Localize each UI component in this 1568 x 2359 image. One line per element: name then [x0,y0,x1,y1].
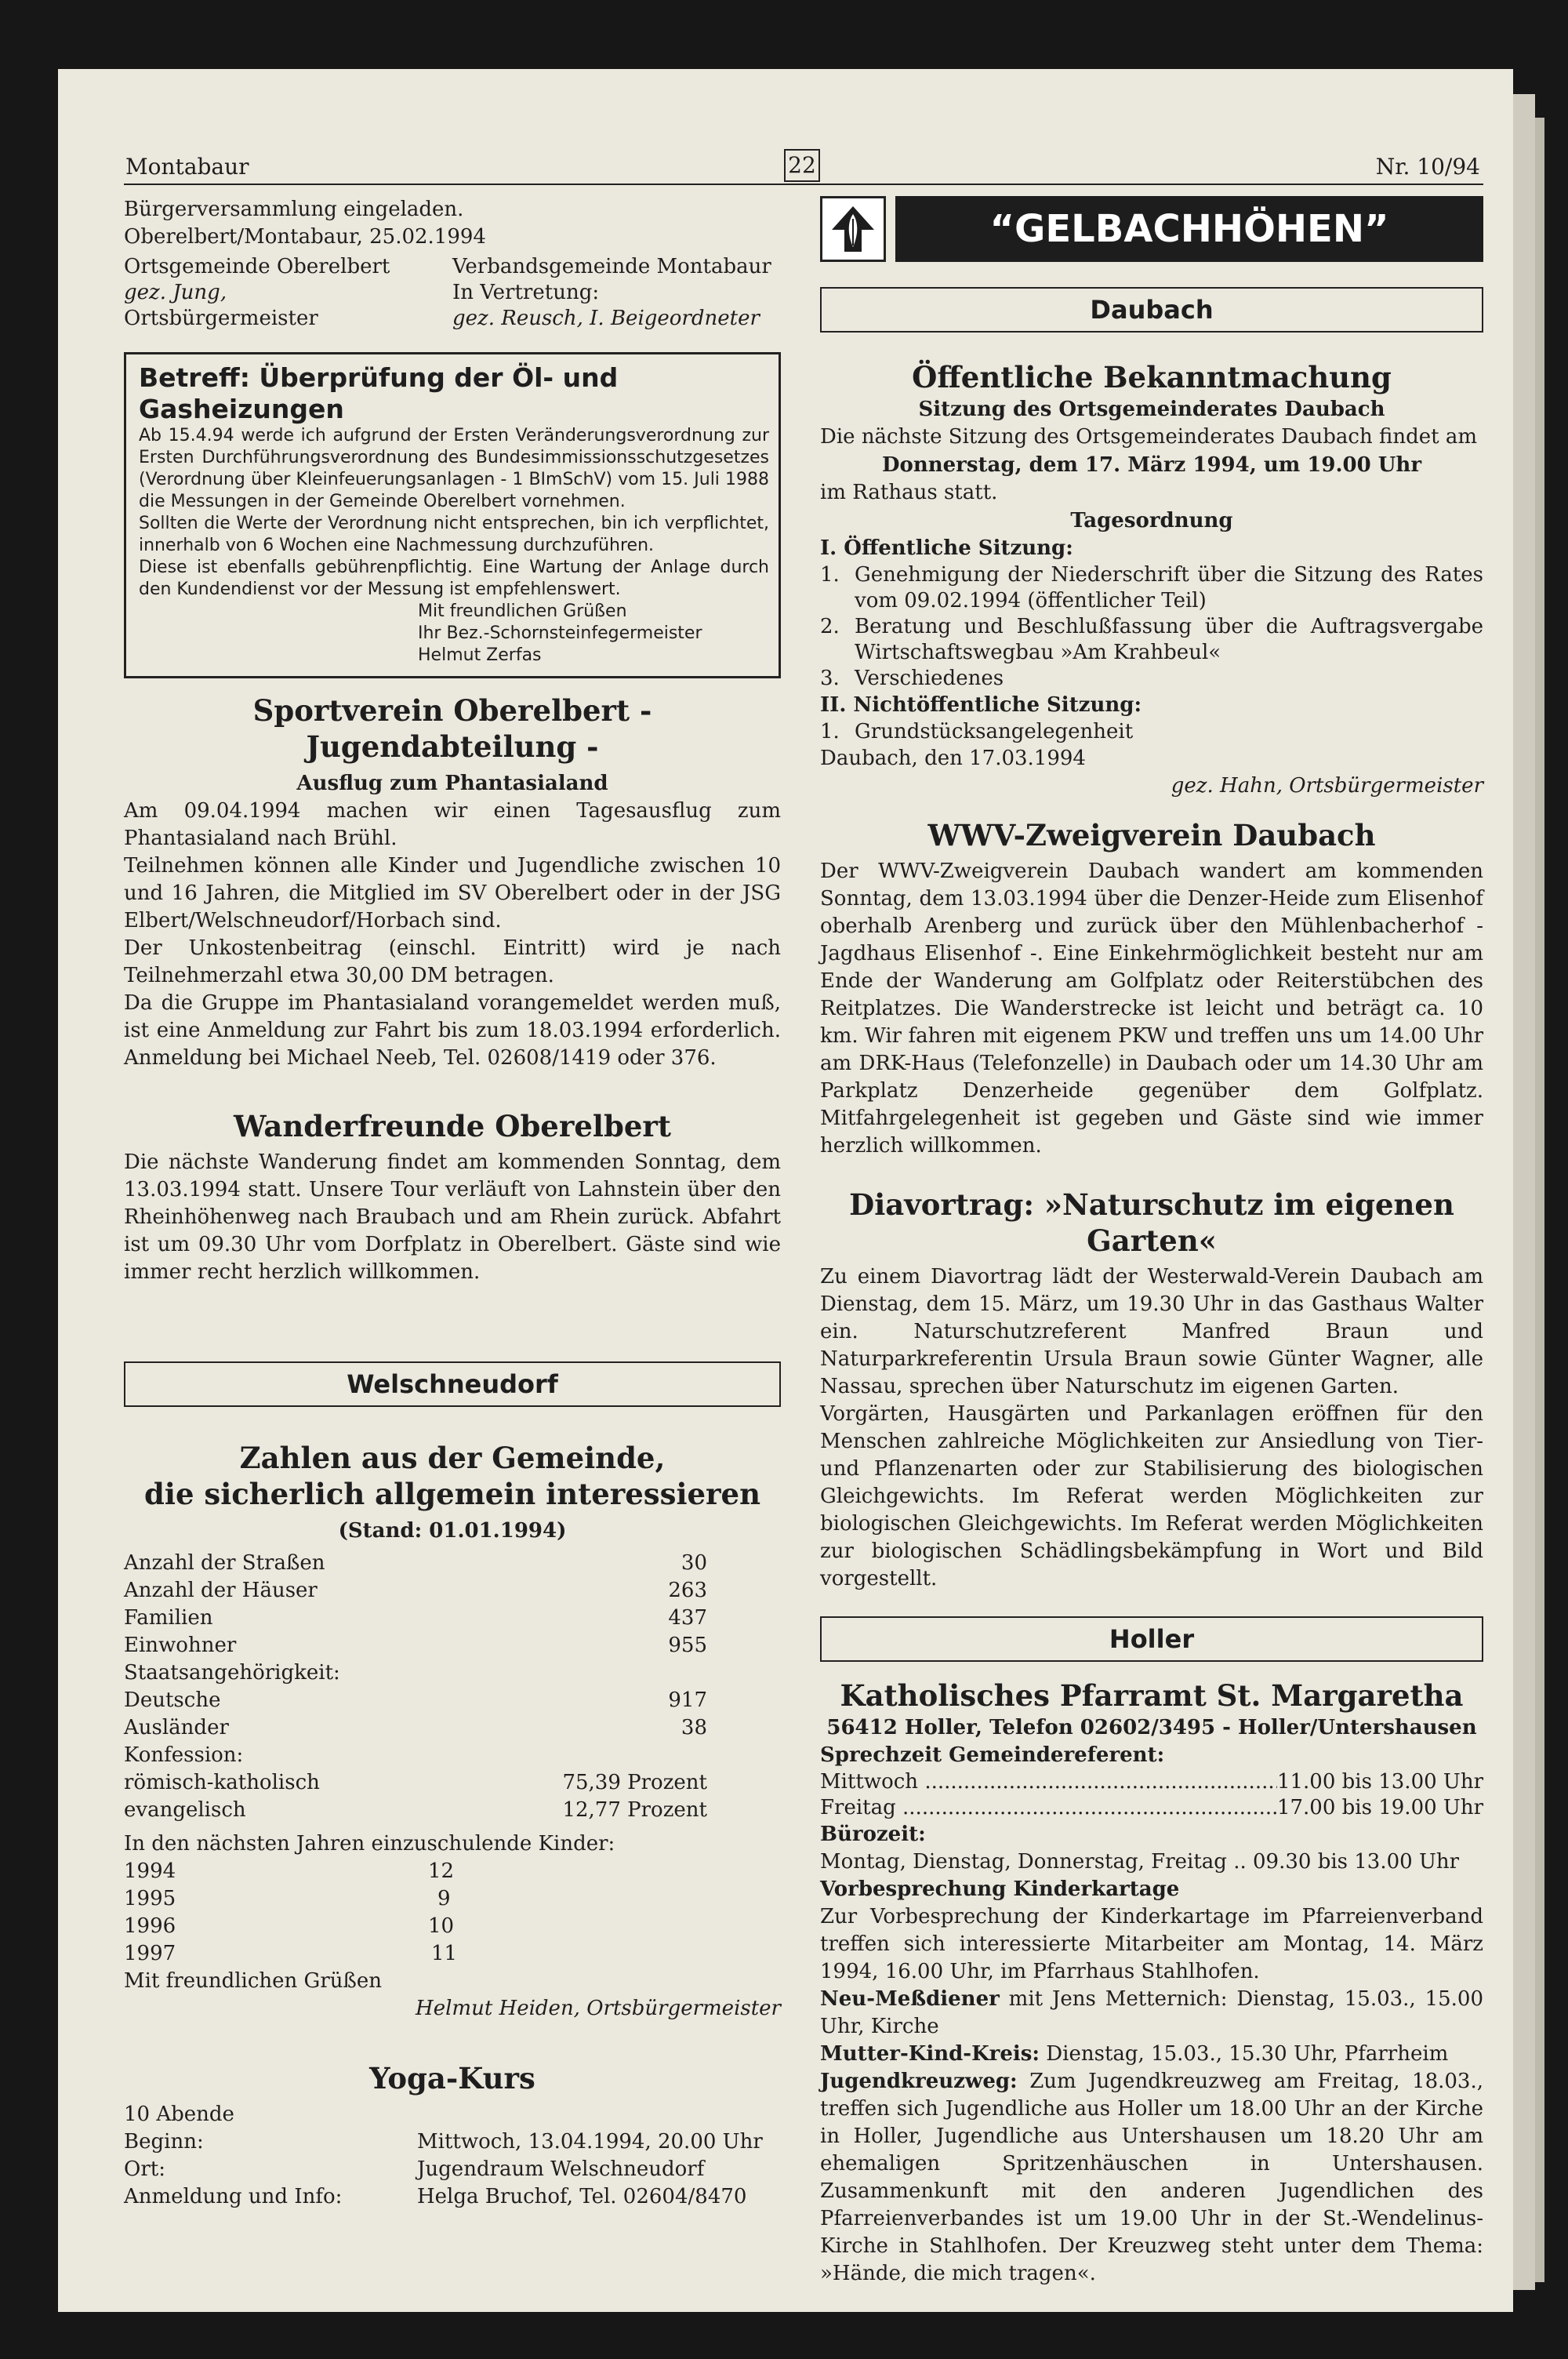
bek-p1: Die nächste Sitzung des Ortsgemeinderates Daubach findet am [820,425,1477,449]
table-row: römisch-katholisch 75,39 Prozent [124,1771,707,1794]
kath-vorbesprechung: Vorbesprechung Kinderkartage [820,1877,1180,1901]
list-item: 3. Verschiedenes [820,667,1004,690]
bek-title: Öffentliche Bekanntmachung [912,360,1392,394]
bek-place: Daubach, den 17.03.1994 [820,747,1086,770]
wwv-title: WWV-Zweigverein Daubach [927,818,1376,852]
yoga-title: Yoga-Kurs [369,2061,535,2095]
table-row: 1997 11 [124,1942,458,1965]
place-date: Oberelbert/Montabaur, 25.02.1994 [124,225,486,249]
list-item: 1. Genehmigung der Niederschrift über die Sitzung des Rates vom 09.02.1994 (öffentlicher Teil) [820,563,1483,612]
section-welschneudorf: Welschneudorf [124,1361,781,1407]
table-row: Anzahl der Straßen 30 [124,1551,707,1575]
sport-subtitle: Ausflug zum Phantasialand [296,772,608,795]
table-row: 10 Abende [124,2103,234,2126]
kath-subtitle: 56412 Holler, Telefon 02602/3495 - Holler/Untershausen [826,1716,1477,1739]
signature-verbandsgemeinde: Verbandsgemeinde Montabaur In Vertretung: gez. Reusch, I. Beigeordneter [452,255,771,330]
yoga-table [124,2101,781,2211]
dia-p1: Zu einem Diavortrag lädt der Westerwald-Verein Daubach am Dienstag, dem 15. März, um 19.30 Uhr in das Gasthaus Walter ein. Naturschutzreferent Manfred Braun und Naturparkreferentin Ursula Braun sowie Günter Wagner, alle Nassau, sprechen über Naturschutz im eigenen Garten. [820,1265,1483,1398]
table-row: Deutsche 917 [124,1688,707,1712]
dia-p2: Vorgärten, Hausgärten und Parkanlagen eröffnen für den Menschen zahlreiche Möglichkeiten zur Ansiedlung von Tier- und Pflanzenarten oder zur Stabilisierung des biologischen Gleichgewichts. Im Referat werden Möglichkeiten zur biologischen Gleichgewichts. Im Referat werden Möglichkeiten zur biologischen Schädlingsbekämpfung in Wort und Bild vorgestellt. [820,1402,1483,1590]
kath-vorbesprechung-text: Zur Vorbesprechung der Kinderkartage im Pfarreienverband treffen sich interessierte Mitarbeiter am Montag, 14. März 1994, 16.00 Uhr, im Pfarrhaus Stahlhofen. [820,1905,1483,1983]
list-item: 2. Beratung und Beschlußfassung über die Auftragsvergabe Wirtschaftswegbau »Am Krahbeul« [820,615,1483,664]
signature-ortsgemeinde: Ortsgemeinde Oberelbert gez. Jung, Ortsbürgermeister [124,255,390,330]
leaf-arrow-icon [827,203,879,255]
table-row: Mit freundlichen Grüßen [124,1969,382,1993]
table-row: Anzahl der Häuser 263 [124,1579,707,1602]
header-town: Montabaur [125,154,249,180]
list-item: Mittwoch ..... 11.00 bis 13.00 Uhr [820,1769,1483,1795]
kath-sprechzeit: Sprechzeit Gemeindereferent: [820,1743,1165,1767]
table-row: Ort: Jugendraum Welschneudorf [124,2157,705,2181]
intro-tail: Bürgerversammlung eingeladen. [124,198,464,221]
bek-oeffentlich: I. Öffentliche Sitzung: [820,536,1073,560]
zahlen-stand: (Stand: 01.01.1994) [338,1519,567,1543]
heating-notice-p2: Sollten die Werte der Verordnung nicht entsprechen, bin ich verpflichtet, innerhalb von 6 Wochen eine Nachmessung durchzuführen. [139,514,769,555]
heating-notice-box [124,352,781,678]
list-item: Freitag ..... 17.00 bis 19.00 Uhr [820,1795,1483,1821]
table-row: Familien 437 [124,1606,707,1630]
issue-number: Nr. 10/94 [1375,154,1480,180]
vg-logo [820,196,886,262]
wander-p1: Die nächste Wanderung findet am kommenden Sonntag, dem 13.03.1994 statt. Unsere Tour verläuft von Lahnstein über den Rheinhöhenweg nach Braubach und am Rhein zurück. Abfahrt ist um 09.30 Uhr vom Dorfplatz in Oberelbert. Gäste sind wie immer recht herzlich willkommen. [124,1150,781,1284]
wander-title: Wanderfreunde Oberelbert [234,1109,671,1143]
heating-notice-greeting: Mit freundlichen Grüßen Ihr Bez.-Schornsteinfegermeister Helmut Zerfas [418,602,702,665]
heating-notice-title: Betreff: Überprüfung der Öl- und Gasheizungen [139,362,619,424]
paper-edge [1513,94,1535,2290]
section-daubach: Daubach [820,287,1483,333]
table-row: Ausländer 38 [124,1716,707,1739]
table-row: Helmut Heiden, Ortsbürgermeister [416,1997,781,2020]
bek-p2: im Rathaus statt. [820,481,998,504]
gelbachhoehen-banner [820,196,1483,267]
banner-title: “GELBACHHÖHEN” [895,196,1483,262]
table-row: 1995 9 [124,1887,451,1910]
kath-buerozeit: Bürozeit: [820,1823,926,1846]
sport-p3: Der Unkostenbeitrag (einschl. Eintritt) wird je nach Teilnehmerzahl etwa 30,00 DM betragen. [124,936,781,987]
page-content [124,149,1483,2285]
table-row: Konfession: [124,1743,244,1767]
zahlen-table [124,1550,781,2023]
page-number: 22 [784,149,820,182]
kath-neu: Neu-Meßdiener mit Jens Metternich: Dienstag, 15.03., 15.00 Uhr, Kirche [820,1987,1483,2038]
sport-p4: Da die Gruppe im Phantasialand vorangemeldet werden muß, ist eine Anmeldung zur Fahrt bis zum 18.03.1994 erforderlich. Anmeldung bei Michael Neeb, Tel. 02608/1419 oder 376. [124,991,781,1070]
table-row: Anmeldung und Info: Helga Bruchof, Tel. 02604/8470 [124,2185,747,2208]
zahlen-title-1: Zahlen aus der Gemeinde, [239,1441,666,1475]
bek-tagesordnung: Tagesordnung [1070,509,1233,533]
kath-mutter: Mutter-Kind-Kreis: Dienstag, 15.03., 15.30 Uhr, Pfarrheim [820,2042,1449,2066]
section-holler: Holler [820,1616,1483,1662]
table-row: Beginn: Mittwoch, 13.04.1994, 20.00 Uhr [124,2130,763,2154]
table-row: In den nächsten Jahren einzuschulende Kinder: [124,1832,615,1856]
bek-subtitle: Sitzung des Ortsgemeinderates Daubach [918,398,1385,421]
table-row: Staatsangehörigkeit: [124,1661,340,1685]
table-row: Einwohner 955 [124,1634,707,1657]
table-row: 1996 10 [124,1914,455,1938]
right-column [820,196,1483,2288]
running-header [124,149,1483,185]
list-item: 1. Grundstücksangelegenheit [820,720,1134,743]
wwv-p1: Der WWV-Zweigverein Daubach wandert am kommenden Sonntag, dem 13.03.1994 über die Denzer-Heide zum Elisenhof oberhalb Arenberg und zurück über den Mühlenbacherhof - Jagdhaus Elisenhof -. Eine Einkehrmöglichkeit besteht nur am Ende der Wanderung am Golfplatz oder Reiterstübchen des Reitplatzes. Die Wanderstrecke ist leicht und beträgt ca. 10 km. Wir fahren mit eigenem PKW und treffen uns um 14.00 Uhr am DRK-Haus (Telefonzelle) in Daubach oder um 14.30 Uhr am Parkplatz Denzerheide gegenüber dem Golfplatz. Mitfahrgelegenheit ist gegeben und Gäste sind wie immer herzlich willkommen. [820,860,1483,1158]
bek-nichtoeffentlich: II. Nichtöffentliche Sitzung: [820,693,1142,717]
sport-p2: Teilnehmen können alle Kinder und Jugendliche zwischen 10 und 16 Jahren, die Mitglied im SV Oberelbert oder in der JSG Elbert/Welschneudorf/Horbach sind. [124,854,781,932]
sport-title: Sportverein Oberelbert - Jugendabteilung - [252,693,652,764]
table-row: evangelisch 12,77 Prozent [124,1798,707,1822]
left-column [124,196,781,2211]
dia-title: Diavortrag: »Naturschutz im eigenen Garten« [849,1187,1454,1258]
kath-title: Katholisches Pfarramt St. Margaretha [840,1678,1464,1713]
heating-notice-p1: Ab 15.4.94 werde ich aufgrund der Ersten Veränderungsverordnung zur Ersten Durchführungsverordnung des Bundesimmissionsschutzgesetzes (Verordnung über Kleinfeuerungsanlagen - 1 BImSchV) vom 15. Juli 1988 die Messungen in der Gemeinde Oberelbert vornehmen. [139,426,769,511]
sport-p1: Am 09.04.1994 machen wir einen Tagesausflug zum Phantasialand nach Brühl. [124,799,781,850]
kath-jugend: Jugendkreuzweg: Zum Jugendkreuzweg am Freitag, 18.03., treffen sich Jugendliche aus Holler um 18.00 Uhr an der Kirche in Holler, Jugendliche aus Untershausen um 18.20 Uhr am ehemaligen Spritzenhäuschen in Untershausen. Zusammenkunft mit den anderen Jugendlichen des Pfarreienverbandes ist um 19.00 Uhr in der St.-Wendelinus-Kirche in Stahlhofen. Der Kreuzweg steht unter dem Thema: »Hände, die mich tragen«. [820,2070,1483,2285]
table-row: 1994 12 [124,1859,455,1883]
signature-block [124,254,781,332]
bek-date: Donnerstag, dem 17. März 1994, um 19.00 Uhr [881,453,1422,477]
zahlen-title-2: die sicherlich allgemein interessieren [144,1477,760,1511]
kath-buero-row: Montag, Dienstag, Donnerstag, Freitag .. 09.30 bis 13.00 Uhr [820,1850,1460,1874]
heating-notice-p3: Diese ist ebenfalls gebührenpflichtig. Eine Wartung der Anlage durch den Kundendienst vor der Messung ist empfehlenswert. [139,558,769,599]
bek-signature: gez. Hahn, Ortsbürgermeister [1171,774,1483,798]
